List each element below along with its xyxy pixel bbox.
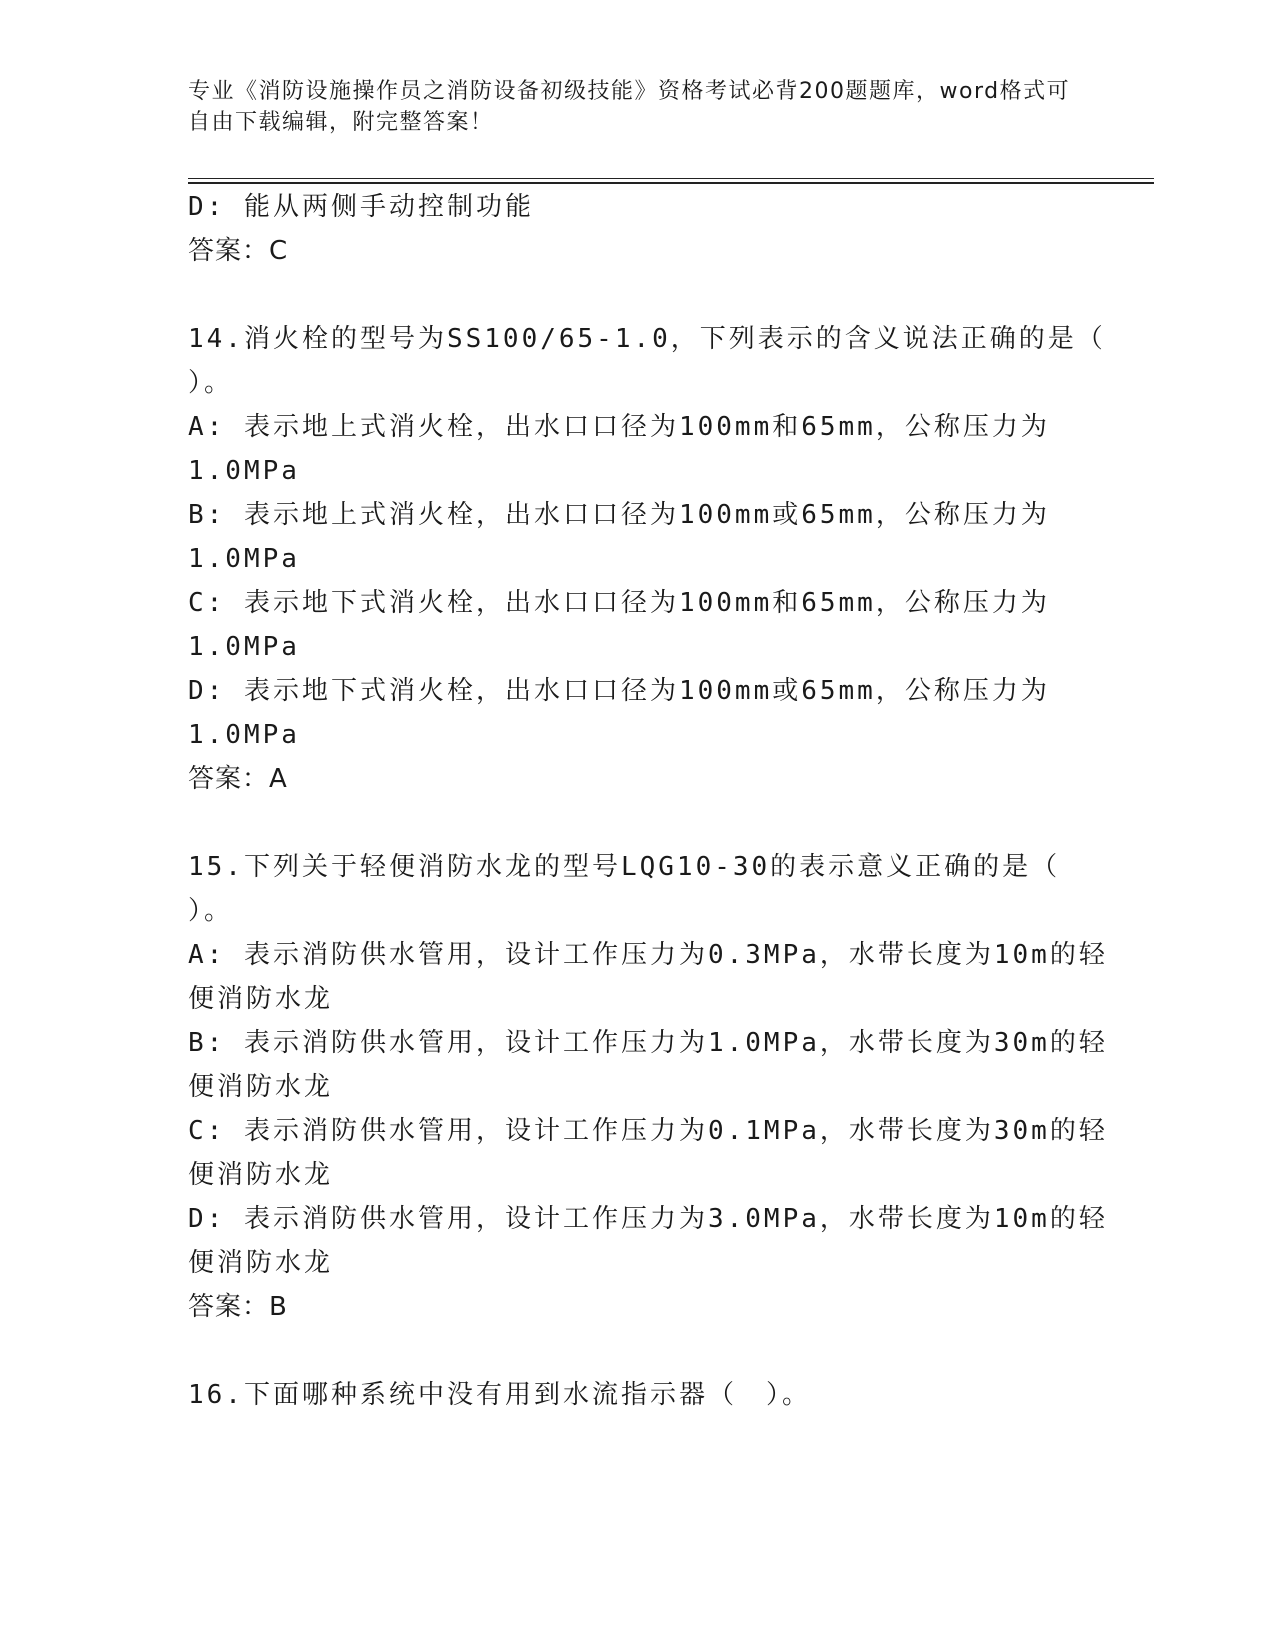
q14-option-c-line1: C: 表示地下式消火栓，出水口口径为100mm和65mm，公称压力为 bbox=[188, 588, 1050, 618]
q13-option-d: D: 能从两侧手动控制功能 bbox=[188, 192, 534, 222]
q14-option-c-line2: 1.0MPa bbox=[188, 632, 300, 662]
q16-stem-line1: 16.下面哪种系统中没有用到水流指示器（ ）。 bbox=[188, 1380, 811, 1410]
q14-option-a-line1: A: 表示地上式消火栓，出水口口径为100mm和65mm，公称压力为 bbox=[188, 412, 1050, 442]
q14-option-d-line1: D: 表示地下式消火栓，出水口口径为100mm或65mm，公称压力为 bbox=[188, 676, 1050, 706]
q15-option-b-line2: 便消防水龙 bbox=[188, 1072, 334, 1102]
q13-answer: 答案：C bbox=[188, 236, 289, 266]
q15-option-a-line1: A: 表示消防供水管用，设计工作压力为0.3MPa，水带长度为10m的轻 bbox=[188, 940, 1108, 970]
q14-option-d-line2: 1.0MPa bbox=[188, 720, 300, 750]
q14-stem-line2: ）。 bbox=[188, 368, 234, 398]
q15-stem-line2: ）。 bbox=[188, 896, 234, 926]
q15-answer: 答案：B bbox=[188, 1292, 288, 1322]
q15-option-c-line1: C: 表示消防供水管用，设计工作压力为0.1MPa，水带长度为30m的轻 bbox=[188, 1116, 1108, 1146]
page-header: 专业《消防设施操作员之消防设备初级技能》资格考试必背200题题库，word格式可自由下载编辑，附完整答案！ bbox=[188, 79, 1071, 135]
q15-option-a-line2: 便消防水龙 bbox=[188, 984, 334, 1014]
q15-option-c-line2: 便消防水龙 bbox=[188, 1160, 334, 1190]
q14-option-b-line1: B: 表示地上式消火栓，出水口口径为100mm或65mm，公称压力为 bbox=[188, 500, 1050, 530]
q15-stem-line1: 15.下列关于轻便消防水龙的型号LQG10-30的表示意义正确的是（ bbox=[188, 852, 1061, 882]
header-divider-thin bbox=[188, 178, 1154, 179]
q14-answer: 答案：A bbox=[188, 764, 288, 794]
q14-stem-line1: 14.消火栓的型号为SS100/65-1.0，下列表示的含义说法正确的是（ bbox=[188, 324, 1106, 354]
header-divider-thick bbox=[188, 182, 1154, 184]
q14-option-a-line2: 1.0MPa bbox=[188, 456, 300, 486]
q15-option-b-line1: B: 表示消防供水管用，设计工作压力为1.0MPa，水带长度为30m的轻 bbox=[188, 1028, 1108, 1058]
q15-option-d-line1: D: 表示消防供水管用，设计工作压力为3.0MPa，水带长度为10m的轻 bbox=[188, 1204, 1108, 1234]
q15-option-d-line2: 便消防水龙 bbox=[188, 1248, 334, 1278]
q14-option-b-line2: 1.0MPa bbox=[188, 544, 300, 574]
